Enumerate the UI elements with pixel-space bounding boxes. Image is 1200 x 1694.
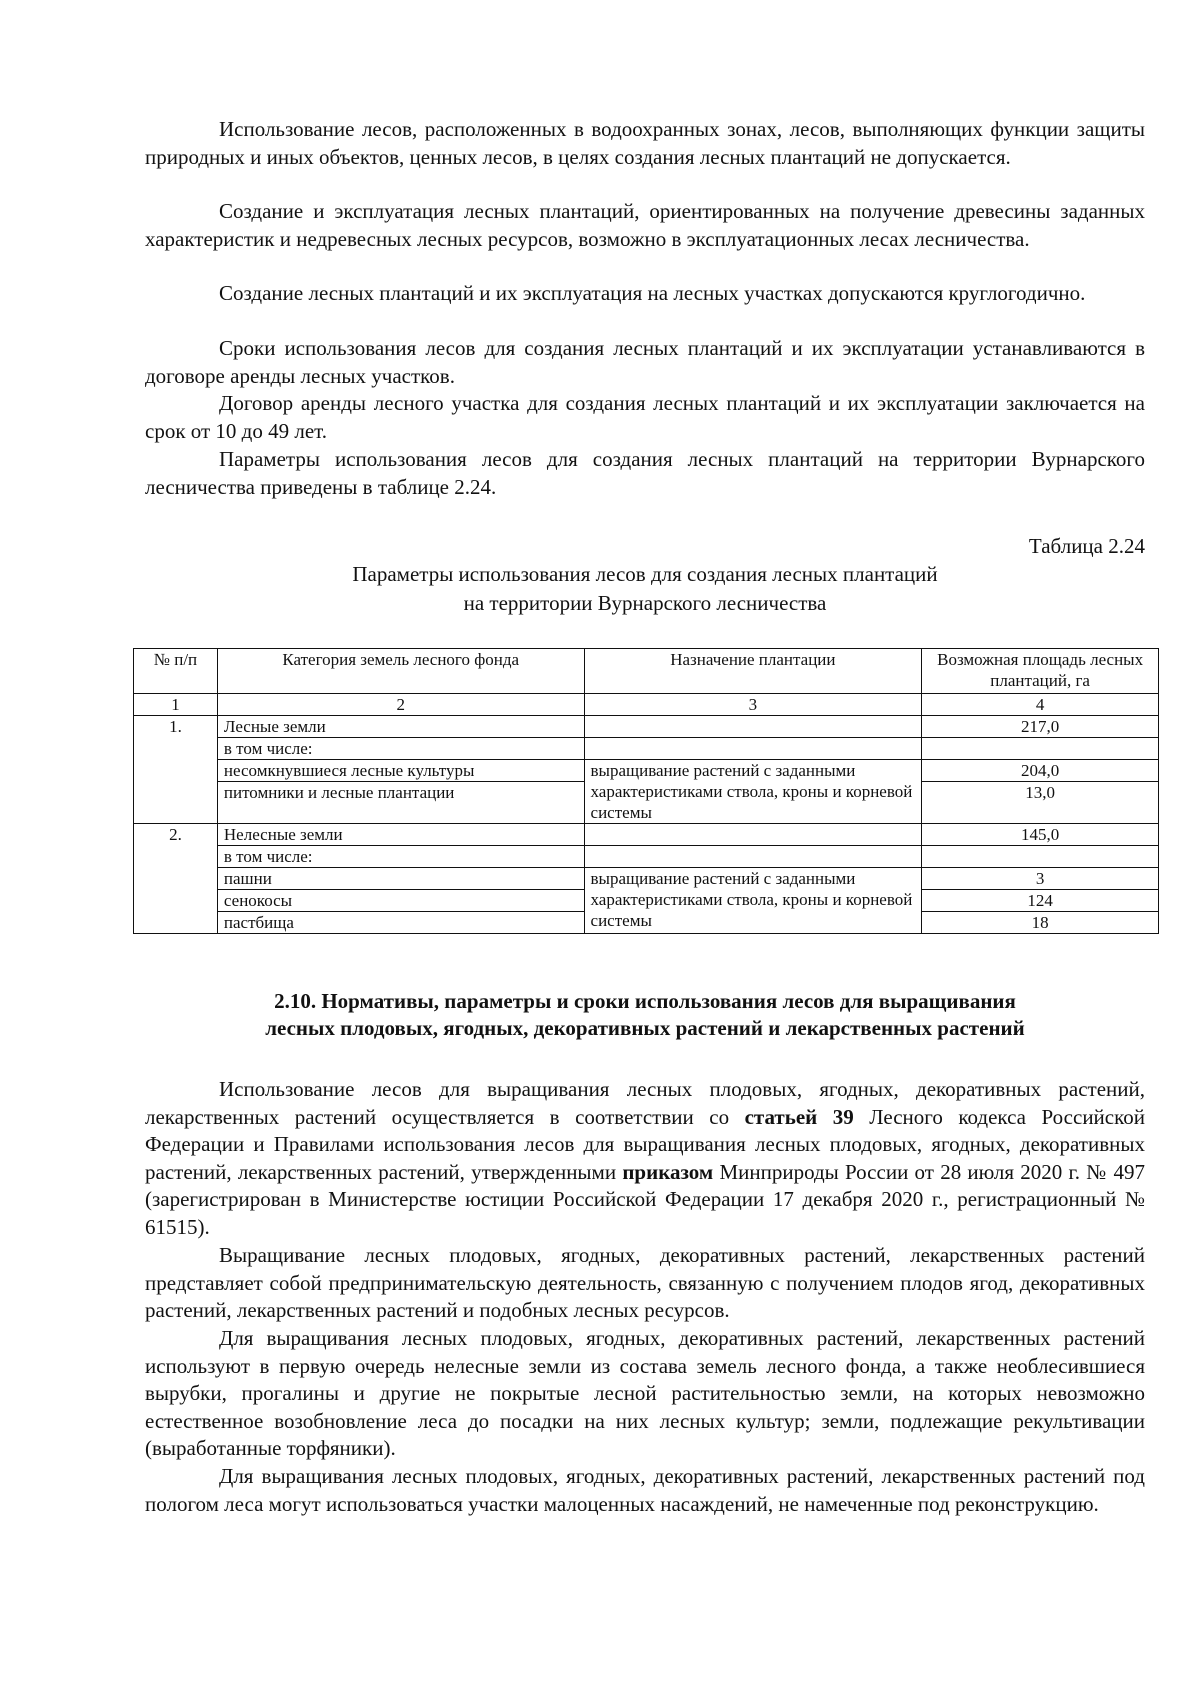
row-number: 2. — [134, 824, 218, 934]
area-value: 18 — [922, 912, 1159, 934]
table-row — [134, 846, 1159, 868]
column-number: 3 — [584, 694, 922, 716]
area-value: 3 — [922, 868, 1159, 890]
header-number: № п/п — [134, 649, 218, 694]
text-run: Минприроды России от 28 июля 2020 г. № 497 (зарегистрирован в Министерстве юстиции Российской Федерации 17 декабря 2020 г., регистрационный № 61515). — [145, 1159, 1145, 1239]
area-value: 13,0 — [922, 782, 1159, 824]
plantation-parameters-table — [133, 648, 1159, 934]
column-number: 1 — [134, 694, 218, 716]
table-row — [134, 738, 1159, 760]
land-category: Лесные земли — [217, 716, 584, 738]
text-run: Использование лесов для выращивания лесных плодовых, ягодных, декоративных растений, лекарственных растений осуществляется в соответствии со — [145, 1077, 1145, 1129]
table-row — [134, 824, 1159, 846]
paragraph-legal-basis — [145, 1076, 1145, 1241]
paragraph-land-use: Для выращивания лесных плодовых, ягодных, декоративных растений, лекарственных растений используют в первую очередь нелесные земли из состава земель лесного фонда, а также необлесившиеся вырубки, прогалины и другие не покрытые лесной растительностью земли, на которых невозможно естественное возобновление леса до посадки на них лесных культур; земли, подлежащие рекультивации (выработанные торфяники). — [145, 1326, 1145, 1460]
table-column-numbers-row — [134, 694, 1159, 716]
text-run: Лесного кодекса Российской Федерации и Правилами использования лесов для выращивания лесных плодовых, ягодных, декоративных растений, лекарственных растений, утвержденными — [145, 1104, 1145, 1184]
land-subcategory: питомники и лесные плантации — [217, 782, 584, 824]
header-land-category: Категория земель лесного фонда — [217, 649, 584, 694]
paragraph-table-reference: Параметры использования лесов для создания лесных плантаций на территории Вурнарского лесничества приведены в таблице 2.24. — [145, 447, 1145, 499]
section-heading-line-2: лесных плодовых, ягодных, декоративных растений и лекарственных растений — [265, 1016, 1025, 1040]
column-number: 2 — [217, 694, 584, 716]
purpose-cell — [584, 738, 922, 760]
area-value: 145,0 — [922, 824, 1159, 846]
table-row — [134, 868, 1159, 890]
table-header-row — [134, 649, 1159, 694]
plantation-purpose: выращивание растений с заданными характеристиками ствола, кроны и корневой системы — [584, 868, 922, 934]
table-title-line-2: на территории Вурнарского лесничества — [463, 591, 827, 615]
paragraph-under-canopy: Для выращивания лесных плодовых, ягодных, декоративных растений, лекарственных растений под пологом леса могут использоваться участки малоценных насаждений, не намеченные под реконструкцию. — [145, 1464, 1145, 1516]
table-title — [145, 560, 1145, 618]
area-value: 204,0 — [922, 760, 1159, 782]
land-category: Нелесные земли — [217, 824, 584, 846]
paragraph-business-activity: Выращивание лесных плодовых, ягодных, декоративных растений, лекарственных растений представляет собой предпринимательскую деятельность, связанную с получением плодов ягод, декоративных растений, лекарственных растений и подобных лесных ресурсов. — [145, 1243, 1145, 1322]
section-heading — [145, 988, 1145, 1042]
including-label: в том числе: — [217, 846, 584, 868]
header-purpose: Назначение плантации — [584, 649, 922, 694]
land-subcategory: пастбища — [217, 912, 584, 934]
paragraph-terms: Сроки использования лесов для создания лесных плантаций и их эксплуатации устанавливаются в договоре аренды лесных участков. — [145, 336, 1145, 388]
column-number: 4 — [922, 694, 1159, 716]
area-value: 124 — [922, 890, 1159, 912]
plantation-purpose: выращивание растений с заданными характеристиками ствола, кроны и корневой системы — [584, 760, 922, 824]
table-label: Таблица 2.24 — [1028, 534, 1145, 558]
paragraph-plantation-creation: Создание и эксплуатация лесных плантаций, ориентированных на получение древесины заданных характеристик и недревесных лесных ресурсов, возможно в эксплуатационных лесах лесничества. — [145, 199, 1145, 251]
row-number: 1. — [134, 716, 218, 824]
paragraph-lease-term: Договор аренды лесного участка для создания лесных плантаций и их эксплуатации заключается на срок от 10 до 49 лет. — [145, 391, 1145, 443]
section-heading-line-1: 2.10. Нормативы, параметры и сроки использования лесов для выращивания — [274, 989, 1016, 1013]
purpose-cell — [584, 846, 922, 868]
area-value — [922, 846, 1159, 868]
table-title-line-1: Параметры использования лесов для создания лесных плантаций — [352, 562, 938, 586]
land-subcategory: сенокосы — [217, 890, 584, 912]
table-row — [134, 716, 1159, 738]
area-value: 217,0 — [922, 716, 1159, 738]
paragraph-water-zones: Использование лесов, расположенных в водоохранных зонах, лесов, выполняющих функции защиты природных и иных объектов, ценных лесов, в целях создания лесных плантаций не допускается. — [145, 117, 1145, 169]
land-subcategory: пашни — [217, 868, 584, 890]
area-value — [922, 738, 1159, 760]
law-article-reference: статьей 39 — [744, 1104, 854, 1129]
paragraph-year-round: Создание лесных плантаций и их эксплуатация на лесных участках допускаются круглогодично. — [219, 281, 1086, 305]
header-area: Возможная площадь лесных плантаций, га — [922, 649, 1159, 694]
purpose-cell — [584, 824, 922, 846]
table-row — [134, 760, 1159, 782]
land-subcategory: несомкнувшиеся лесные культуры — [217, 760, 584, 782]
purpose-cell — [584, 716, 922, 738]
including-label: в том числе: — [217, 738, 584, 760]
order-reference: приказом — [622, 1159, 714, 1184]
